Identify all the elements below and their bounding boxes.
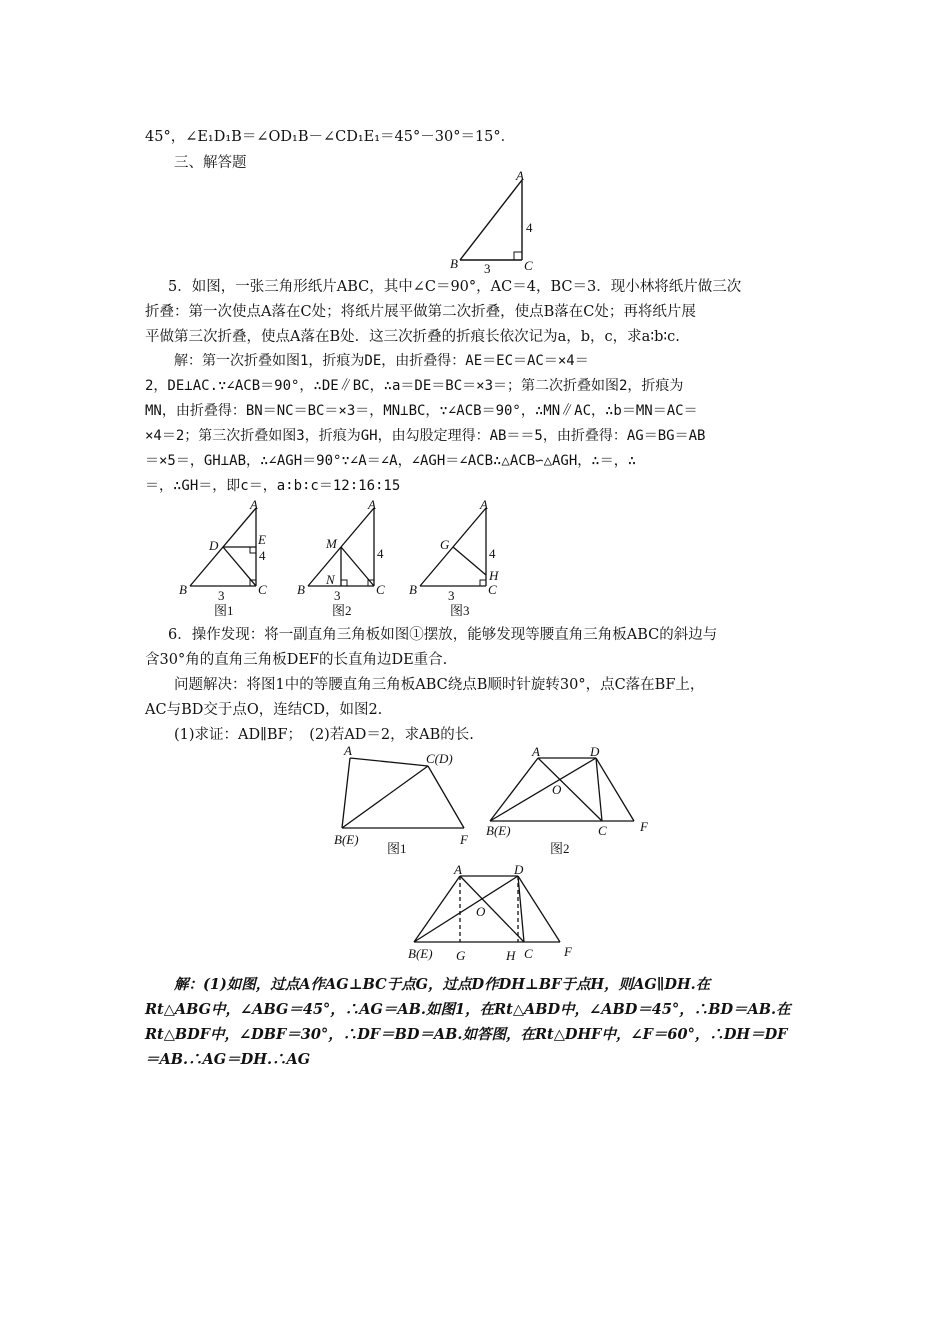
fig3-side-4: 4	[489, 546, 496, 561]
fold-figure-1	[178, 497, 278, 603]
solution5-line6: ＝，∴GH＝，即c＝，a∶b∶c＝12∶16∶15	[145, 478, 401, 494]
fig6b-caption: 图2	[550, 841, 570, 856]
fig3-label-a: A	[480, 497, 488, 512]
fig2-label-c: C	[376, 582, 385, 597]
problem5-line3: 平做第三次折叠，使点A落在B处．这三次折叠的折痕长依次记为a，b，c，求a∶b∶c.	[145, 329, 680, 345]
fig6c-label-d: D	[514, 862, 524, 877]
solution5-line1: 解：第一次折叠如图1，折痕为DE，由折叠得：AE＝EC＝AC＝×4＝	[174, 353, 589, 369]
fig6b-label-be: B(E)	[486, 823, 511, 838]
fig2-label-a: A	[368, 497, 376, 512]
solution5-line2: 2，DE⊥AC.∵∠ACB＝90°，∴DE∥BC，∴a＝DE＝BC＝×3＝；第二次折叠如图2，折痕为	[145, 378, 684, 394]
fig1-label-d: D	[209, 538, 219, 553]
fold-figure-2	[296, 497, 396, 603]
fig6a-label-f: F	[460, 832, 468, 847]
fold-figure-3	[409, 497, 514, 603]
fig6a-label-a: A	[344, 743, 352, 758]
fig2-side-4: 4	[377, 546, 384, 561]
fig2-label-m: M	[326, 536, 337, 551]
solution5-line4: ×4＝2；第三次折叠如图3，折痕为GH，由勾股定理得：AB＝＝5，由折叠得：AG＝BG＝AB	[145, 428, 706, 444]
fig6c-label-be: B(E)	[408, 946, 433, 961]
problem6-line4: AC与BD交于点O，连结CD，如图2.	[145, 702, 383, 718]
solution5-line3: MN，由折叠得：BN＝NC＝BC＝×3＝，MN⊥BC，∵∠ACB＝90°，∴MN∥AC，∴b＝MN＝AC＝	[145, 403, 698, 419]
fig6c-label-o: O	[476, 904, 486, 919]
fig1-label-e: E	[258, 532, 266, 547]
fig2-side-3: 3	[334, 588, 341, 603]
fig1-side-3: 3	[218, 588, 225, 603]
fig6c-label-a: A	[454, 862, 462, 877]
fig6b-label-f: F	[640, 819, 648, 834]
previous-solution-end: 45°，∠E₁D₁B＝∠OD₁B－∠CD₁E₁＝45°－30°＝15°．	[145, 129, 516, 145]
vertex-a-label: A	[516, 168, 524, 183]
fig6b-label-c: C	[598, 823, 607, 838]
solution6-line1: 解：(1)如图，过点A作AG⊥BC于点G，过点D作DH⊥BF于点H，则AG∥DH.在	[174, 976, 711, 993]
problem5-line1: 5．如图，一张三角形纸片ABC，其中∠C＝90°，AC＝4，BC＝3．现小林将纸片做三次	[168, 279, 742, 295]
solution5-line5: ＝×5＝，GH⊥AB，∴∠AGH＝90°∵∠A＝∠A，∠AGH＝∠ACB∴△ACB∽△AGH，∴＝，∴	[145, 453, 637, 469]
fig6b-label-d: D	[590, 744, 600, 759]
solution6-line4: ＝AB.∴AG＝DH.∴AG	[145, 1051, 311, 1068]
fig6b-label-a: A	[532, 744, 540, 759]
fig3-label-b: B	[409, 582, 417, 597]
problem6-line3: 问题解决：将图1中的等腰直角三角板ABC绕点B顺时针旋转30°，点C落在BF上，	[174, 677, 705, 693]
fig6a-caption: 图1	[387, 841, 407, 856]
problem6-line2: 含30°角的直角三角板DEF的长直角边DE重合.	[145, 652, 448, 668]
fig2-caption: 图2	[332, 603, 352, 618]
fig3-label-g: G	[440, 537, 450, 552]
problem5-line2: 折叠：第一次使点A落在C处；将纸片展平做第二次折叠，使点B落在C处；再将纸片展	[145, 304, 696, 320]
triangle-abc-figure	[440, 168, 550, 276]
side-ac-length: 4	[526, 220, 533, 235]
fig1-label-c: C	[258, 582, 267, 597]
fig2-label-b: B	[297, 582, 305, 597]
fig6c-label-h: H	[506, 948, 516, 963]
fig2-label-n: N	[326, 572, 335, 587]
fig3-label-h: H	[489, 568, 499, 583]
fig6a-label-be: B(E)	[334, 832, 359, 847]
fig3-side-3: 3	[448, 588, 455, 603]
side-bc-length: 3	[484, 261, 491, 276]
vertex-c-label: C	[524, 258, 533, 273]
fig6b-label-o: O	[552, 782, 562, 797]
solution6-line3: Rt△BDF中，∠DBF＝30°，∴DF＝BD＝AB.如答图，在Rt△DHF中，∠F＝60°，∴DH＝DF	[145, 1026, 788, 1043]
fig1-label-a: A	[250, 497, 258, 512]
fig6c-label-c: C	[524, 946, 533, 961]
fig1-label-b: B	[179, 582, 187, 597]
solution6-line2: Rt△ABG中，∠ABG＝45°，∴AG＝AB.如图1，在Rt△ABD中，∠ABD＝45°，∴BD＝AB.在	[145, 1001, 791, 1018]
problem6-line5: (1)求证：AD∥BF； (2)若AD＝2，求AB的长.	[174, 727, 474, 743]
fig6c-label-f: F	[564, 944, 572, 959]
problem6-answer-figure	[400, 862, 600, 972]
fig1-caption: 图1	[214, 603, 234, 618]
fig3-label-c: C	[488, 582, 497, 597]
fig6c-label-g: G	[456, 948, 466, 963]
fig6a-label-cd: C(D)	[426, 751, 453, 766]
fig1-side-4: 4	[259, 548, 266, 563]
section-title: 三、解答题	[174, 155, 247, 171]
fig3-caption: 图3	[450, 603, 470, 618]
problem6-line1: 6．操作发现：将一副直角三角板如图①摆放，能够发现等腰直角三角板ABC的斜边与	[168, 627, 718, 643]
vertex-b-label: B	[450, 256, 458, 271]
problem6-figure-2	[484, 744, 664, 854]
